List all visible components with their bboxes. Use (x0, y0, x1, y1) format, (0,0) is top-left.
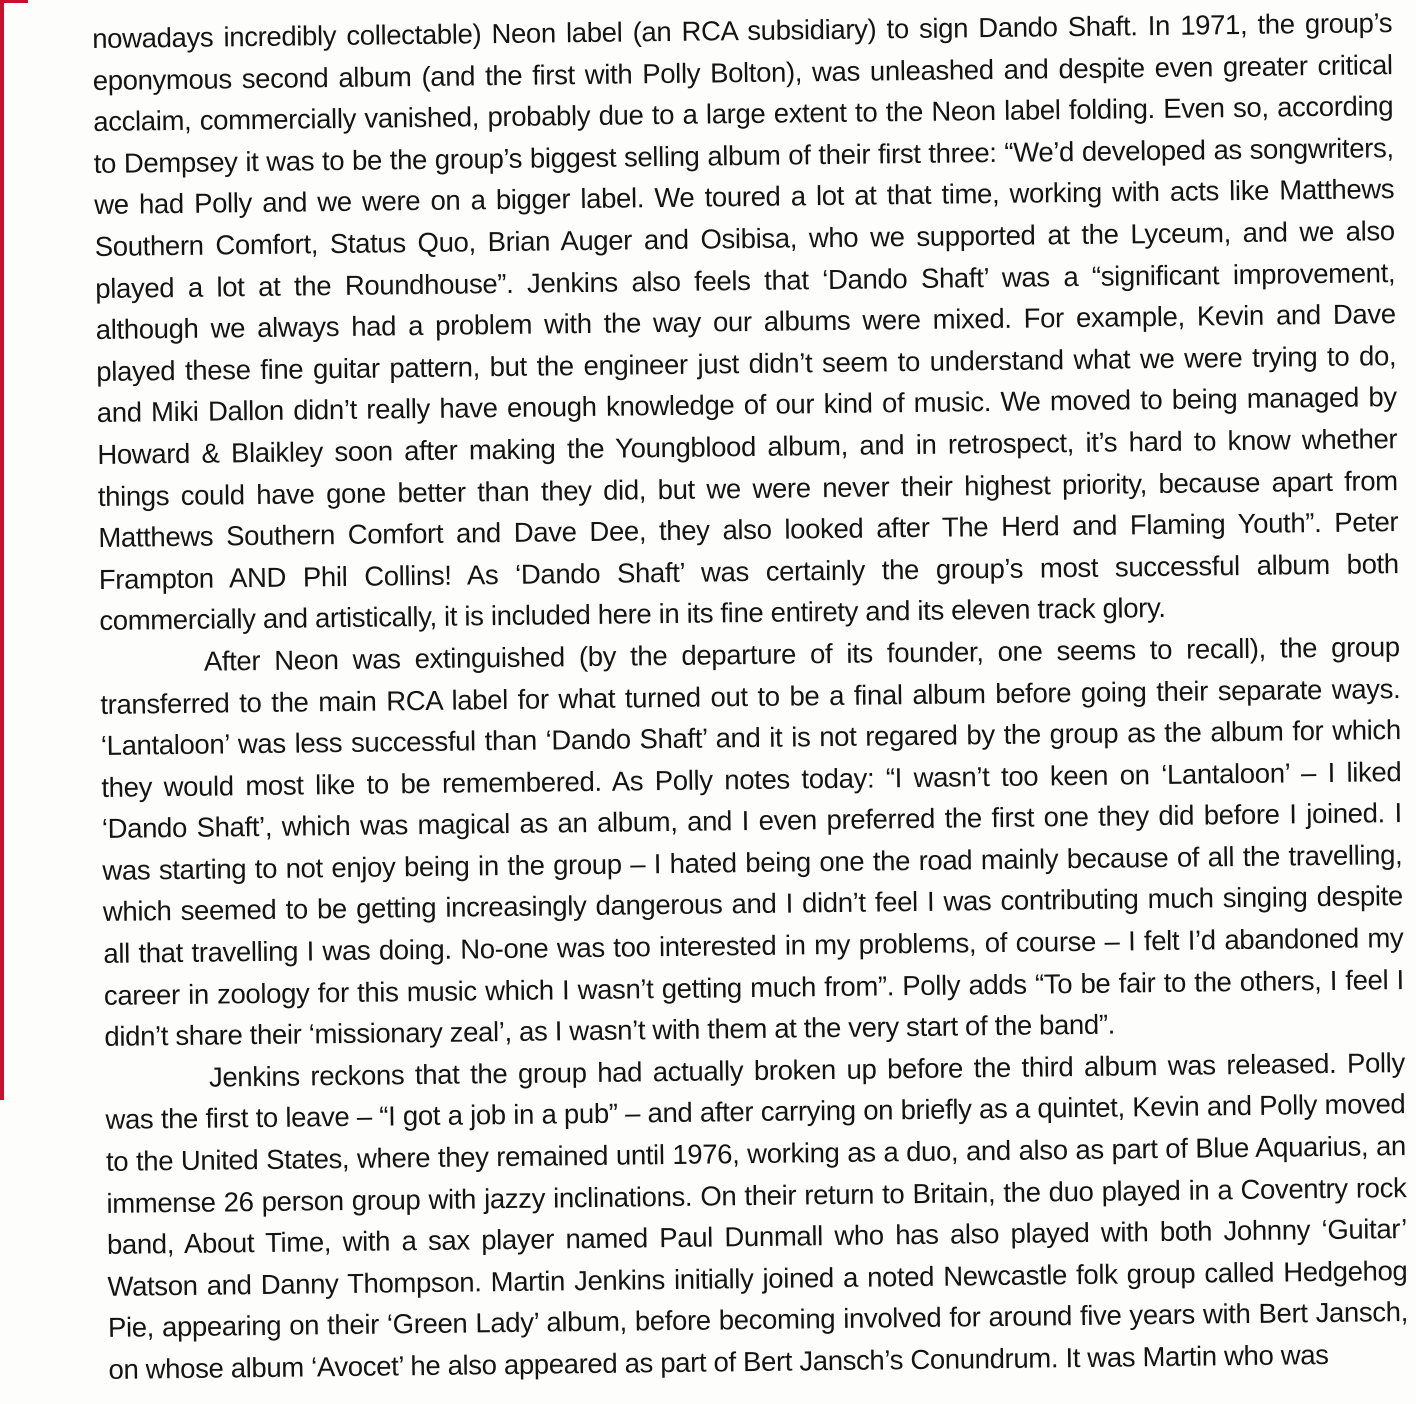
paragraph-dando-shaft-album: nowadays incredibly collectable) Neon label (an RCA subsidiary) to sign Dando Shaft. In 1971, the group’s eponymous second album (and the first with Polly Bolton), was unleashed and despite even greater critical acclaim, commercially vanished, probably due to a large extent to the Neon label folding. Even so, according to Dempsey it was to be the group’s biggest selling album of their first three: “We’d developed as songwriters, we had Polly and we were on a bigger label. We toured a lot at that time, working with acts like Matthews Southern Comfort, Status Quo, Brian Auger and Osibisa, who we supported at the Lyceum, and we also played a lot at the Roundhouse”. Jenkins also feels that ‘Dando Shaft’ was a “significant improvement, although we always had a problem with the way our albums were mixed. For example, Kevin and Dave played these fine guitar pattern, but the engineer just didn’t seem to understand what we were trying to do, and Miki Dallon didn’t really have enough knowledge of our kind of music. We moved to being managed by Howard & Blaikley soon after making the Youngblood album, and in retrospect, it’s hard to know whether things could have gone better than they did, but we were never their highest priority, because apart from Matthews Southern Comfort and Dave Dee, they also looked after The Herd and Flaming Youth”. Peter Frampton AND Phil Collins! As ‘Dando Shaft’ was certainly the group’s most successful album both commercially and artistically, it is included here in its fine entirety and its eleven track glory. (92, 7, 1399, 637)
red-margin-stripe (0, 0, 4, 1100)
paragraph-lantaloon-album: After Neon was extinguished (by the departure of its founder, one seems to recall), the group transferred to the main RCA label for what turned out to be a final album before going their separate ways. ‘Lantaloon’ was less successful than ‘Dando Shaft’ and it is not regared by the group as the album for which they would most like to be remembered. As Polly notes today: “I wasn’t too keen on ‘Lantaloon’ – I liked ‘Dando Shaft’, which was magical as an album, and I even preferred the first one they did before I joined. I was starting to not enjoy being in the group – I hated being one the road mainly because of all the travelling, which seemed to be getting increasingly dangerous and I didn’t feel I was contributing much singing despite all that travelling I was doing. No-one was too interested in my problems, of course – I felt I’d abandoned my career in zoology for this music which I wasn’t getting much from”. Polly adds “To be fair to the others, I feel I didn’t share their ‘missionary zeal’, as I wasn’t with them at the very start of the band”. (100, 630, 1405, 1053)
red-corner-tick (0, 0, 28, 3)
body-text (92, 2, 1409, 1390)
paragraph-group-breakup: Jenkins reckons that the group had actually broken up before the third album was released. Polly was the first to leave – “I got a job in a pub” – and after carrying on briefly as a quintet, Kevin and Polly moved to the United States, where they remained until 1976, working as a duo, and also as part of Blue Aquarius, an immense 26 person group with jazzy inclinations. On their return to Britain, the duo played in a Coventry rock band, About Time, with a sax player named Paul Dunmall who has also played with both Johnny ‘Guitar’ Watson and Danny Thompson. Martin Jenkins initially joined a noted Newcastle folk group called Hedgehog Pie, appearing on their ‘Green Lady’ album, before becoming involved for around five years with Bert Jansch, on whose album ‘Avocet’ he also appeared as part of Bert Jansch’s Conundrum. It was Martin who was (105, 1046, 1409, 1385)
